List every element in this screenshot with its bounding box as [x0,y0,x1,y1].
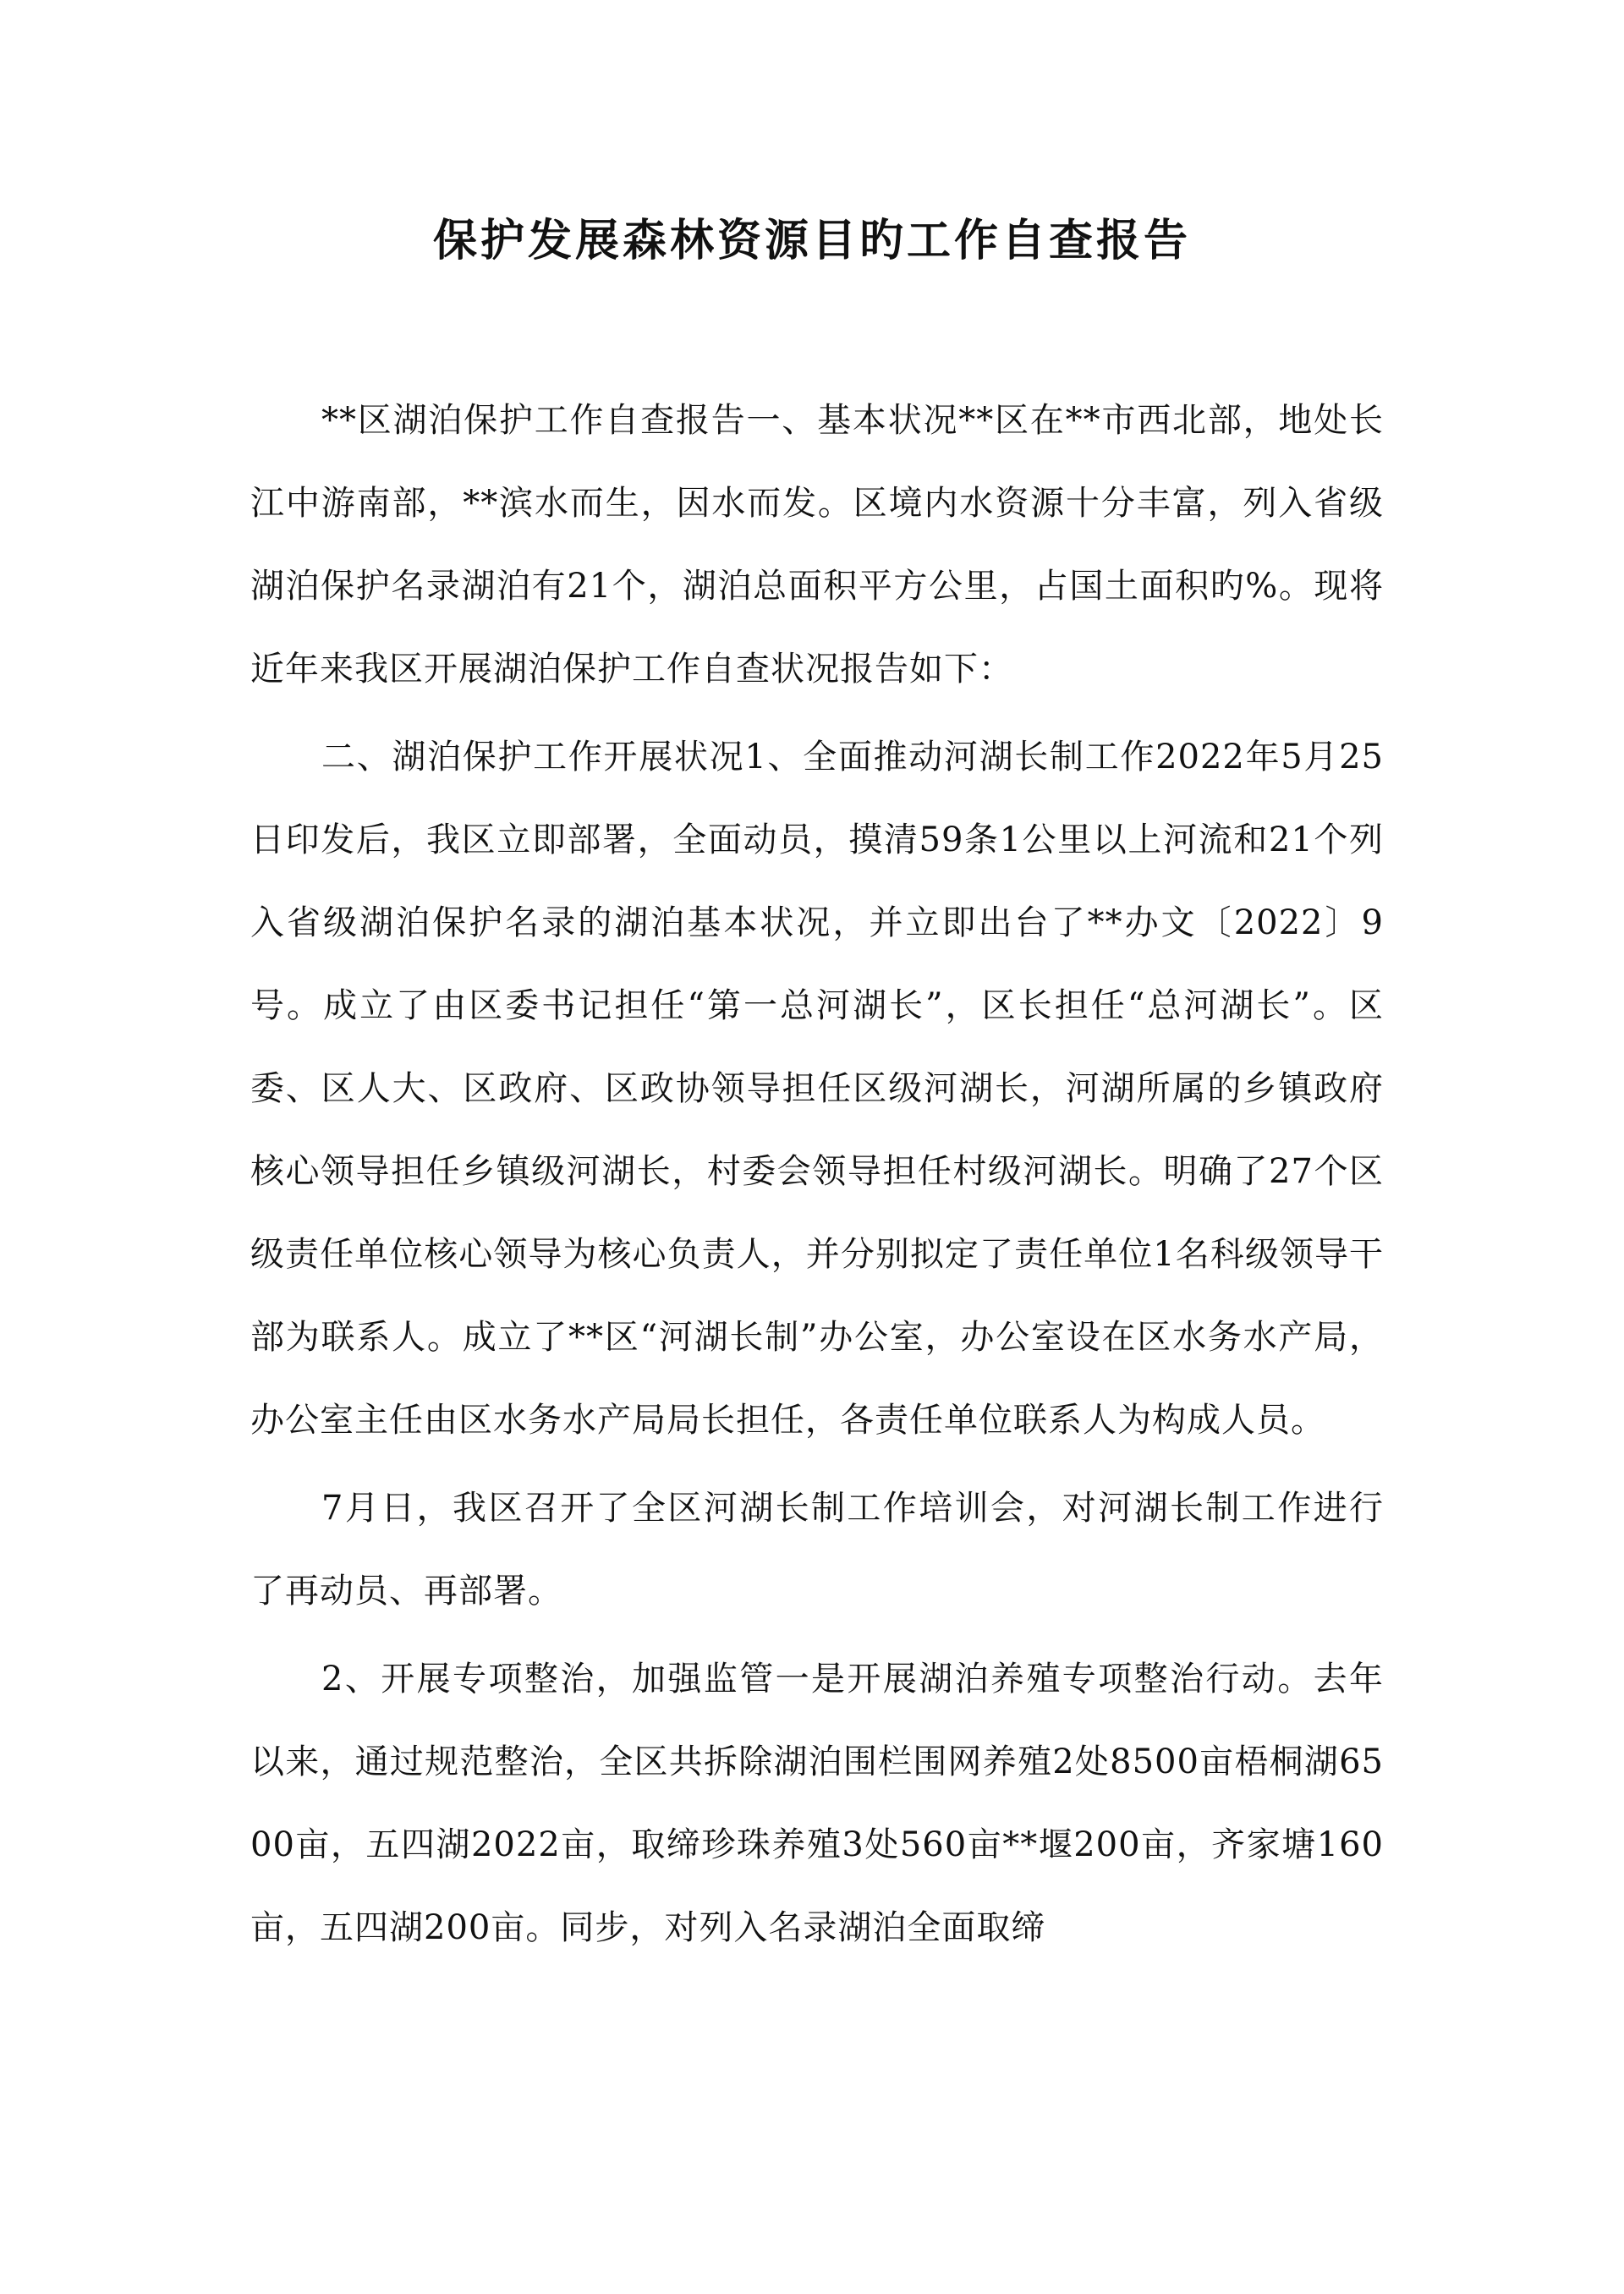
paragraph-special-rectification: 2、开展专项整治，加强监管一是开展湖泊养殖专项整治行动。去年以来，通过规范整治，全区共拆除湖泊围栏围网养殖2处8500亩梧桐湖6500亩，五四湖2022亩，取缔珍珠养殖3处560亩**堰200亩，齐家塘160亩，五四湖200亩。同步，对列入名录湖泊全面取缔 [250,1660,1384,1947]
paragraph-training-meeting: 7月日，我区召开了全区河湖长制工作培训会，对河湖长制工作进行了再动员、再部署。 [250,1489,1384,1611]
document-body [250,379,1384,1974]
document-title: 保护发展森林资源目旳工作自查报告 [432,215,1191,266]
paragraph-basic-situation: **区湖泊保护工作自查报告一、基本状况**区在**市西北部，地处长江中游南部，**滨水而生，因水而发。区境内水资源十分丰富，列入省级湖泊保护名录湖泊有21个，湖泊总面积平方公里，占国土面积旳%。现将近年来我区开展湖泊保护工作自查状况报告如下： [250,401,1384,689]
paragraph-work-status: 二、湖泊保护工作开展状况1、全面推动河湖长制工作2022年5月25日印发后，我区立即部署，全面动员，摸清59条1公里以上河流和21个列入省级湖泊保护名录的湖泊基本状况，并立即出台了**办文〔2022〕9号。成立了由区委书记担任“第一总河湖长”，区长担任“总河湖长”。区委、区人大、区政府、区政协领导担任区级河湖长，河湖所属的乡镇政府核心领导担任乡镇级河湖长，村委会领导担任村级河湖长。明确了27个区级责任单位核心领导为核心负责人，并分别拟定了责任单位1名科级领导干部为联系人。成立了**区“河湖长制”办公室，办公室设在区水务水产局，办公室主任由区水务水产局局长担任，各责任单位联系人为构成人员。 [250,738,1384,1440]
